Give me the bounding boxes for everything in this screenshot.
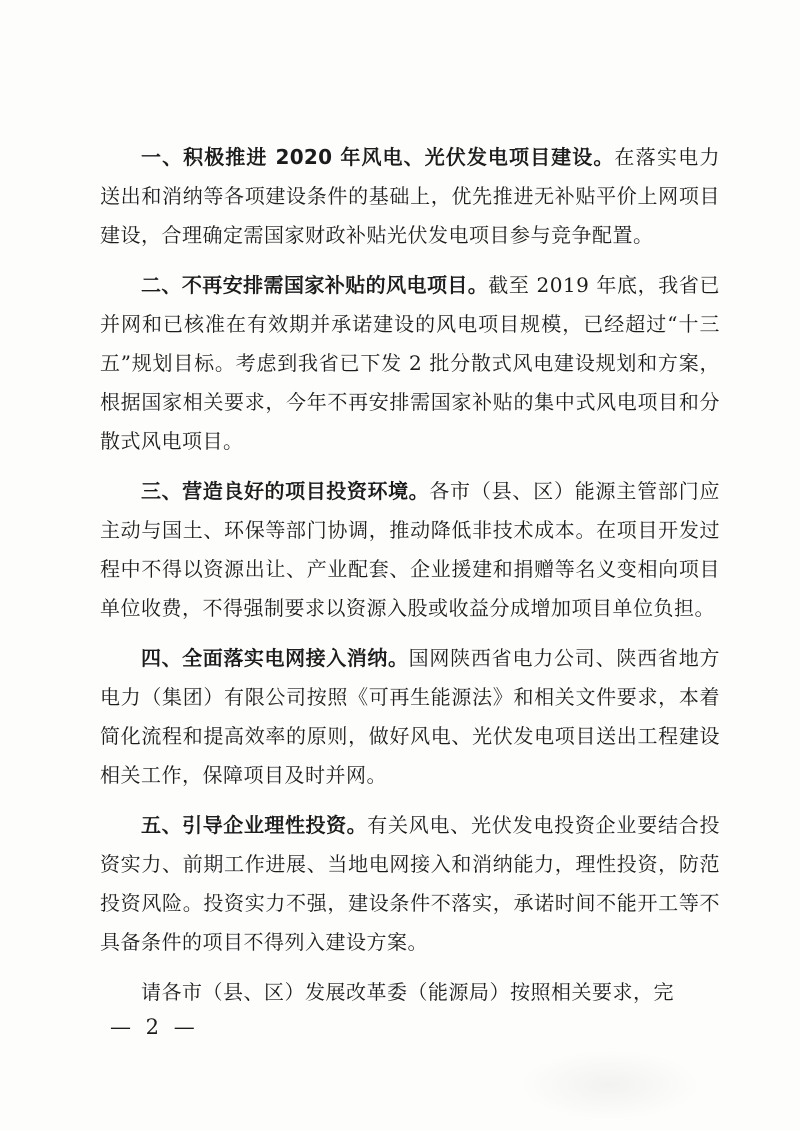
paragraph-1 [100, 138, 720, 255]
paragraph-3-heading: 三、营造良好的项目投资环境。 [141, 479, 430, 503]
paragraph-5 [100, 806, 720, 962]
paragraph-3 [100, 472, 720, 628]
scan-smudge [520, 1050, 700, 1120]
page-number: — 2 — [110, 1015, 199, 1039]
paragraph-2 [100, 266, 720, 461]
paragraph-2-text: 截至 2019 年底，我省已并网和已核准在有效期并承诺建设的风电项目规模，已经超过“十三五”规划目标。考虑到我省已下发 2 批分散式风电建设规划和方案，根据国家相关要求，今年不再安排需国家补贴的集中式风电项目和分散式风电项目。 [100, 273, 720, 453]
paragraph-6-text: 请各市（县、区）发展改革委（能源局）按照相关要求，完 [141, 980, 674, 1004]
paragraph-3-text: 各市（县、区）能源主管部门应主动与国土、环保等部门协调，推动降低非技术成本。在项目开发过程中不得以资源出让、产业配套、企业援建和捐赠等名义变相向项目单位收费，不得强制要求以资源入股或收益分成增加项目单位负担。 [100, 479, 721, 620]
paragraph-4-heading: 四、全面落实电网接入消纳。 [141, 646, 409, 670]
document-body [100, 138, 720, 1023]
paragraph-1-heading: 一、积极推进 2020 年风电、光伏发电项目建设。 [141, 145, 615, 169]
paragraph-6 [100, 973, 720, 1012]
paragraph-5-heading: 五、引导企业理性投资。 [141, 813, 368, 837]
paragraph-2-heading: 二、不再安排需国家补贴的风电项目。 [141, 273, 489, 297]
paragraph-5-text: 有关风电、光伏发电投资企业要结合投资实力、前期工作进展、当地电网接入和消纳能力，理性投资，防范投资风险。投资实力不强，建设条件不落实，承诺时间不能开工等不具备条件的项目不得列入建设方案。 [100, 813, 720, 954]
paragraph-4-text: 国网陕西省电力公司、陕西省地方电力（集团）有限公司按照《可再生能源法》和相关文件要求，本着简化流程和提高效率的原则，做好风电、光伏发电项目送出工程建设相关工作，保障项目及时并网。 [100, 646, 720, 787]
paragraph-4 [100, 639, 720, 795]
paragraph-1-text: 在落实电力送出和消纳等各项建设条件的基础上，优先推进无补贴平价上网项目建设，合理确定需国家财政补贴光伏发电项目参与竞争配置。 [100, 145, 720, 247]
